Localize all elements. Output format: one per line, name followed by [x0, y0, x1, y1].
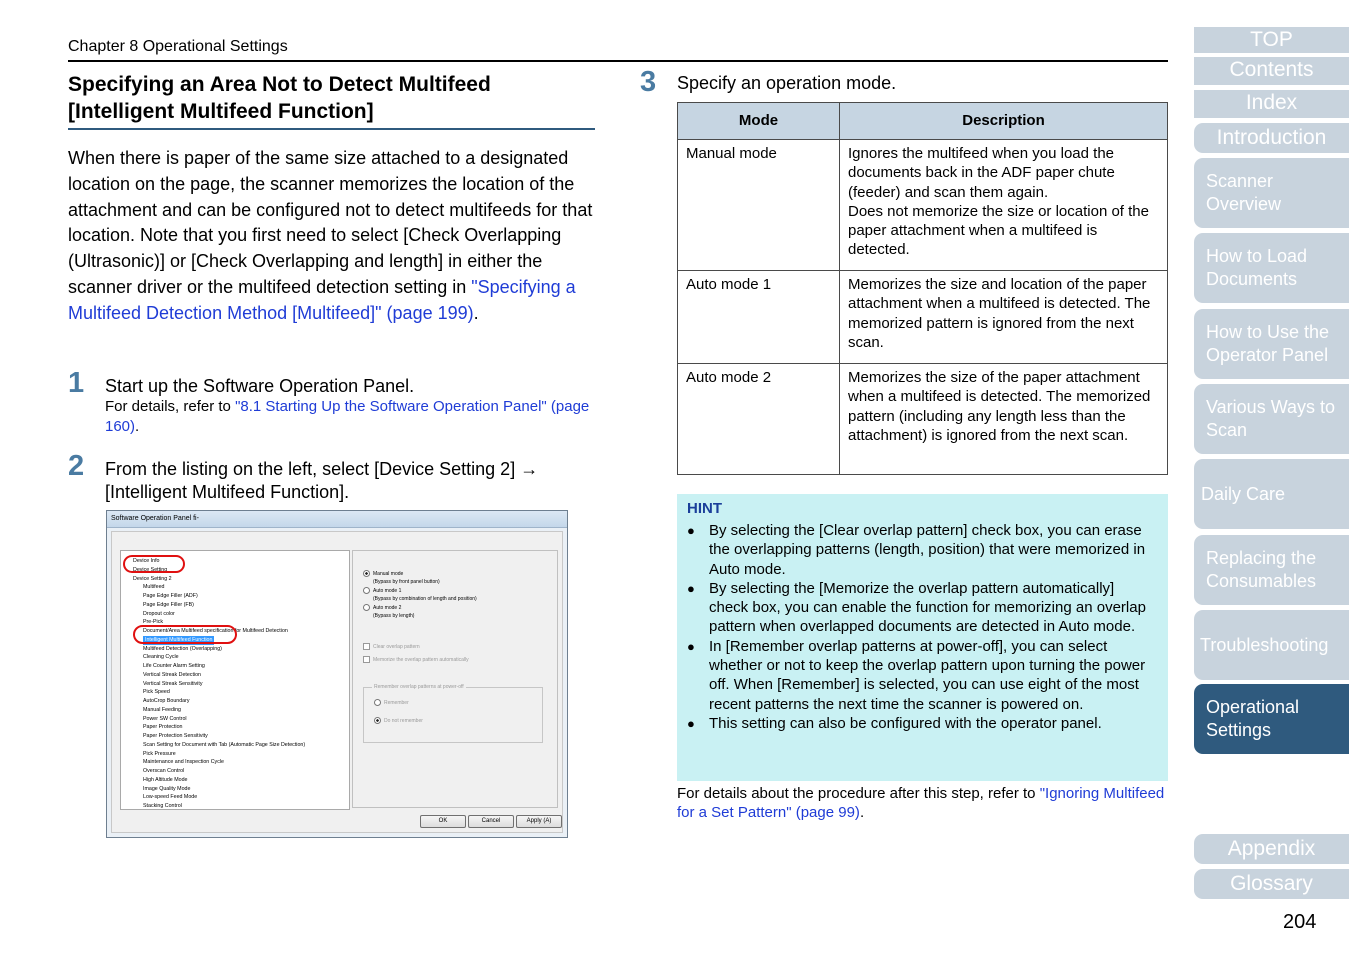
clear-overlap-checkbox[interactable]: [363, 643, 420, 652]
highlight-oval-intelligent-multifeed: [133, 625, 237, 644]
step-1-text: Start up the Software Operation Panel.: [105, 376, 415, 396]
auto-mode-2-label: Auto mode 2: [373, 605, 402, 611]
tree-item[interactable]: Stacking Control: [143, 803, 182, 809]
table-row: [678, 271, 1168, 364]
tree-item[interactable]: Cleaning Cycle: [143, 654, 179, 661]
mode-table: [677, 102, 1168, 475]
clear-overlap-label: Clear overlap pattern: [373, 644, 420, 650]
ignoring-multifeed-link[interactable]: "Ignoring Multifeed for a Set Pattern" (page 99): [677, 785, 1165, 822]
step-2-number: 2: [68, 450, 85, 482]
highlight-oval-device-setting-2: [123, 555, 185, 573]
auto-mode-2-desc: (Bypass by length): [373, 613, 415, 619]
memorize-overlap-label: Memorize the overlap pattern automatically: [373, 657, 469, 663]
do-not-remember-radio[interactable]: [374, 717, 423, 726]
radio-icon: [363, 587, 370, 594]
dialog-body: [111, 531, 563, 833]
mode-cell: Manual mode: [678, 140, 840, 271]
ok-button[interactable]: OK: [420, 815, 466, 828]
chapter-header: Chapter 8 Operational Settings: [68, 38, 288, 55]
radio-selected-icon: [374, 717, 381, 724]
hint-item: ● By selecting the [Memorize the overlap pattern automatically] check box, you can enable the function for memorizing an overlap pattern when overlapped documents are detected in Auto mode.: [687, 579, 1157, 637]
mode-cell: Auto mode 1: [678, 271, 840, 364]
table-row: [678, 364, 1168, 475]
checkbox-icon: [363, 643, 370, 650]
header-divider: [68, 60, 1168, 62]
tree-item-selected-label: Intelligent Multifeed Function: [145, 636, 213, 643]
tree-item[interactable]: Life Counter Alarm Setting: [143, 663, 205, 669]
tree-item[interactable]: Dropout color: [143, 610, 175, 617]
hint-item: ● In [Remember overlap patterns at power-off], you can select whether or not to keep the overlap pattern upon turning the power off. When [Remember] is selected, you can use eight of the most recent patterns the next time the scanner is powered on.: [687, 637, 1157, 714]
step-3-text: Specify an operation mode.: [677, 73, 897, 93]
description-text: Ignores the multifeed when you load the documents back in the ADF paper chute (feeder) and scan them again.: [848, 145, 1115, 201]
description-cell: [840, 140, 1168, 271]
radio-icon: [363, 604, 370, 611]
step-2-text: From the listing on the left, select [Device Setting 2] → [Intelligent Multifeed Function].: [105, 459, 539, 502]
do-not-remember-label: Do not remember: [384, 718, 423, 724]
tree-item[interactable]: AutoCrop Boundary: [143, 698, 190, 704]
auto-mode-1-desc: (Bypass by combination of length and position): [373, 596, 477, 602]
tree-item[interactable]: Pick Pressure: [143, 750, 176, 757]
manual-mode-label: Manual mode: [373, 571, 404, 577]
nav-various-ways-to-scan[interactable]: Various Ways to Scan: [1194, 384, 1349, 454]
step-3-number: 3: [640, 66, 657, 98]
nav-replacing-consumables[interactable]: Replacing the Consumables: [1194, 535, 1349, 605]
column-header-description: Description: [840, 103, 1168, 140]
options-panel: [352, 550, 558, 808]
power-off-group-label: Remember overlap patterns at power-off: [374, 684, 464, 690]
tree-item[interactable]: Scan Setting for Document with Tab (Automatic Page Size Detection): [143, 741, 306, 748]
memorize-overlap-checkbox[interactable]: [363, 656, 469, 665]
manual-mode-desc: (Bypass by front panel button): [373, 579, 440, 585]
tree-item[interactable]: Pre-Pick: [143, 619, 164, 626]
cancel-button[interactable]: Cancel: [468, 815, 514, 828]
nav-daily-care[interactable]: Daily Care: [1194, 459, 1349, 529]
after-hint-prefix: For details about the procedure after this step, refer to: [677, 785, 1040, 802]
description-cell: Memorizes the size and location of the paper attachment when a multifeed is detected. The memorized pattern is ignored from the next scan.: [840, 271, 1168, 364]
tree-item[interactable]: Pick Speed: [143, 689, 170, 696]
tree-item[interactable]: Overscan Control: [143, 768, 185, 774]
tree-item[interactable]: Page Edge Filler (FB): [143, 601, 194, 608]
power-off-groupbox: [363, 684, 543, 743]
after-hint-suffix: .: [859, 804, 865, 822]
tree-item[interactable]: Image Quality Mode: [143, 785, 191, 792]
nav-top-button[interactable]: TOP: [1194, 27, 1349, 53]
tree-item[interactable]: Manual Feeding: [143, 706, 181, 713]
nav-glossary-button[interactable]: Glossary: [1194, 869, 1349, 899]
step-1-number: 1: [68, 367, 85, 399]
tree-item[interactable]: Vertical Streak Detection: [143, 671, 201, 678]
checkbox-icon: [363, 656, 370, 663]
tree-item[interactable]: Low-speed Feed Mode: [143, 794, 198, 801]
tree-item[interactable]: Maintenance and Inspection Cycle: [143, 759, 224, 766]
nav-appendix-button[interactable]: Appendix: [1194, 834, 1349, 864]
dialog-titlebar: Software Operation Panel fi-: [107, 511, 567, 528]
nav-introduction[interactable]: Introduction: [1194, 123, 1349, 153]
hint-title: HINT: [687, 500, 722, 517]
tree-item[interactable]: High Altitude Mode: [143, 776, 188, 783]
description-cell: Memorizes the size of the paper attachment when a multifeed is detected. The memorized pattern (including any length less than the attachment) is ignored from the next scan.: [840, 364, 1168, 475]
hint-item: ● This setting can also be configured with the operator panel.: [687, 714, 1157, 733]
tree-item[interactable]: Multifeed Detection (Overlapping): [143, 645, 222, 652]
auto-mode-1-label: Auto mode 1: [373, 588, 402, 594]
step-1-detail: [105, 397, 595, 437]
nav-troubleshooting[interactable]: Troubleshooting: [1194, 610, 1349, 680]
nav-contents-button[interactable]: Contents: [1194, 57, 1349, 85]
intro-end: .: [473, 302, 479, 323]
radio-icon: [374, 699, 381, 706]
tree-item[interactable]: Paper Protection: [143, 724, 183, 731]
description-text-2: Does not memorize the size or location of the paper attachment when a multifeed is detected.: [848, 202, 1149, 259]
table-row: [678, 140, 1168, 271]
after-hint-paragraph: [677, 784, 1168, 823]
mode-cell: Auto mode 2: [678, 364, 840, 475]
step-1-detail-prefix: For details, refer to: [105, 398, 236, 415]
nav-how-to-load-documents[interactable]: How to Load Documents: [1194, 233, 1349, 303]
settings-tree: [120, 550, 350, 810]
tree-item[interactable]: Device Setting: [133, 566, 168, 573]
intro-text: When there is paper of the same size attached to a designated location on the page, the scanner memorizes the location of the attachment and can be configured not to detect multifeeds for that location. Note that you first need to select [Check Overlapping (Ultrasonic)] or [Check Overlapping and length] in either the scanner driver or the multifeed detection setting in: [68, 148, 593, 297]
nav-scanner-overview[interactable]: Scanner Overview: [1194, 158, 1349, 228]
nav-index-button[interactable]: Index: [1194, 90, 1349, 118]
hint-list: [687, 521, 1157, 733]
table-header-row: [678, 103, 1168, 140]
column-header-mode: Mode: [678, 103, 840, 140]
remember-radio[interactable]: [374, 699, 409, 708]
tree-item[interactable]: Document/Area Multifeed specification for Multifeed Detection: [143, 628, 288, 634]
title-divider: [68, 128, 595, 130]
apply-button[interactable]: Apply (A): [516, 815, 562, 828]
tree-item[interactable]: Paper Protection Sensitivity: [143, 733, 208, 739]
tree-item[interactable]: Device Info: [133, 558, 160, 564]
software-panel-link[interactable]: "8.1 Starting Up the Software Operation Panel" (page 160): [105, 398, 590, 435]
tree-item[interactable]: Page Edge Filler (ADF): [143, 593, 198, 599]
page-number: 204: [1283, 911, 1317, 933]
hint-box: [677, 494, 1168, 781]
tree-item[interactable]: Power SW Control: [143, 715, 187, 722]
software-operation-panel-screenshot: [106, 510, 568, 838]
nav-operator-panel[interactable]: How to Use the Operator Panel: [1194, 309, 1349, 379]
intro-paragraph: [68, 146, 598, 327]
step-1-detail-suffix: .: [135, 418, 140, 435]
section-title: Specifying an Area Not to Detect Multifeed [Intelligent Multifeed Function]: [68, 73, 491, 123]
tree-item[interactable]: Vertical Streak Sensitivity: [143, 680, 203, 687]
tree-item-device-setting-2[interactable]: Device Setting 2: [133, 575, 172, 582]
radio-selected-icon: [363, 570, 370, 577]
tree-item[interactable]: Multifeed: [143, 584, 165, 591]
remember-label: Remember: [384, 700, 409, 706]
nav-operational-settings[interactable]: Operational Settings: [1194, 684, 1349, 754]
hint-item: ● By selecting the [Clear overlap pattern] check box, you can erase the overlapping patterns (length, position) that were memorized in Auto mode.: [687, 521, 1157, 579]
multifeed-method-link[interactable]: "Specifying a Multifeed Detection Method [Multifeed]" (page 199): [68, 276, 576, 323]
